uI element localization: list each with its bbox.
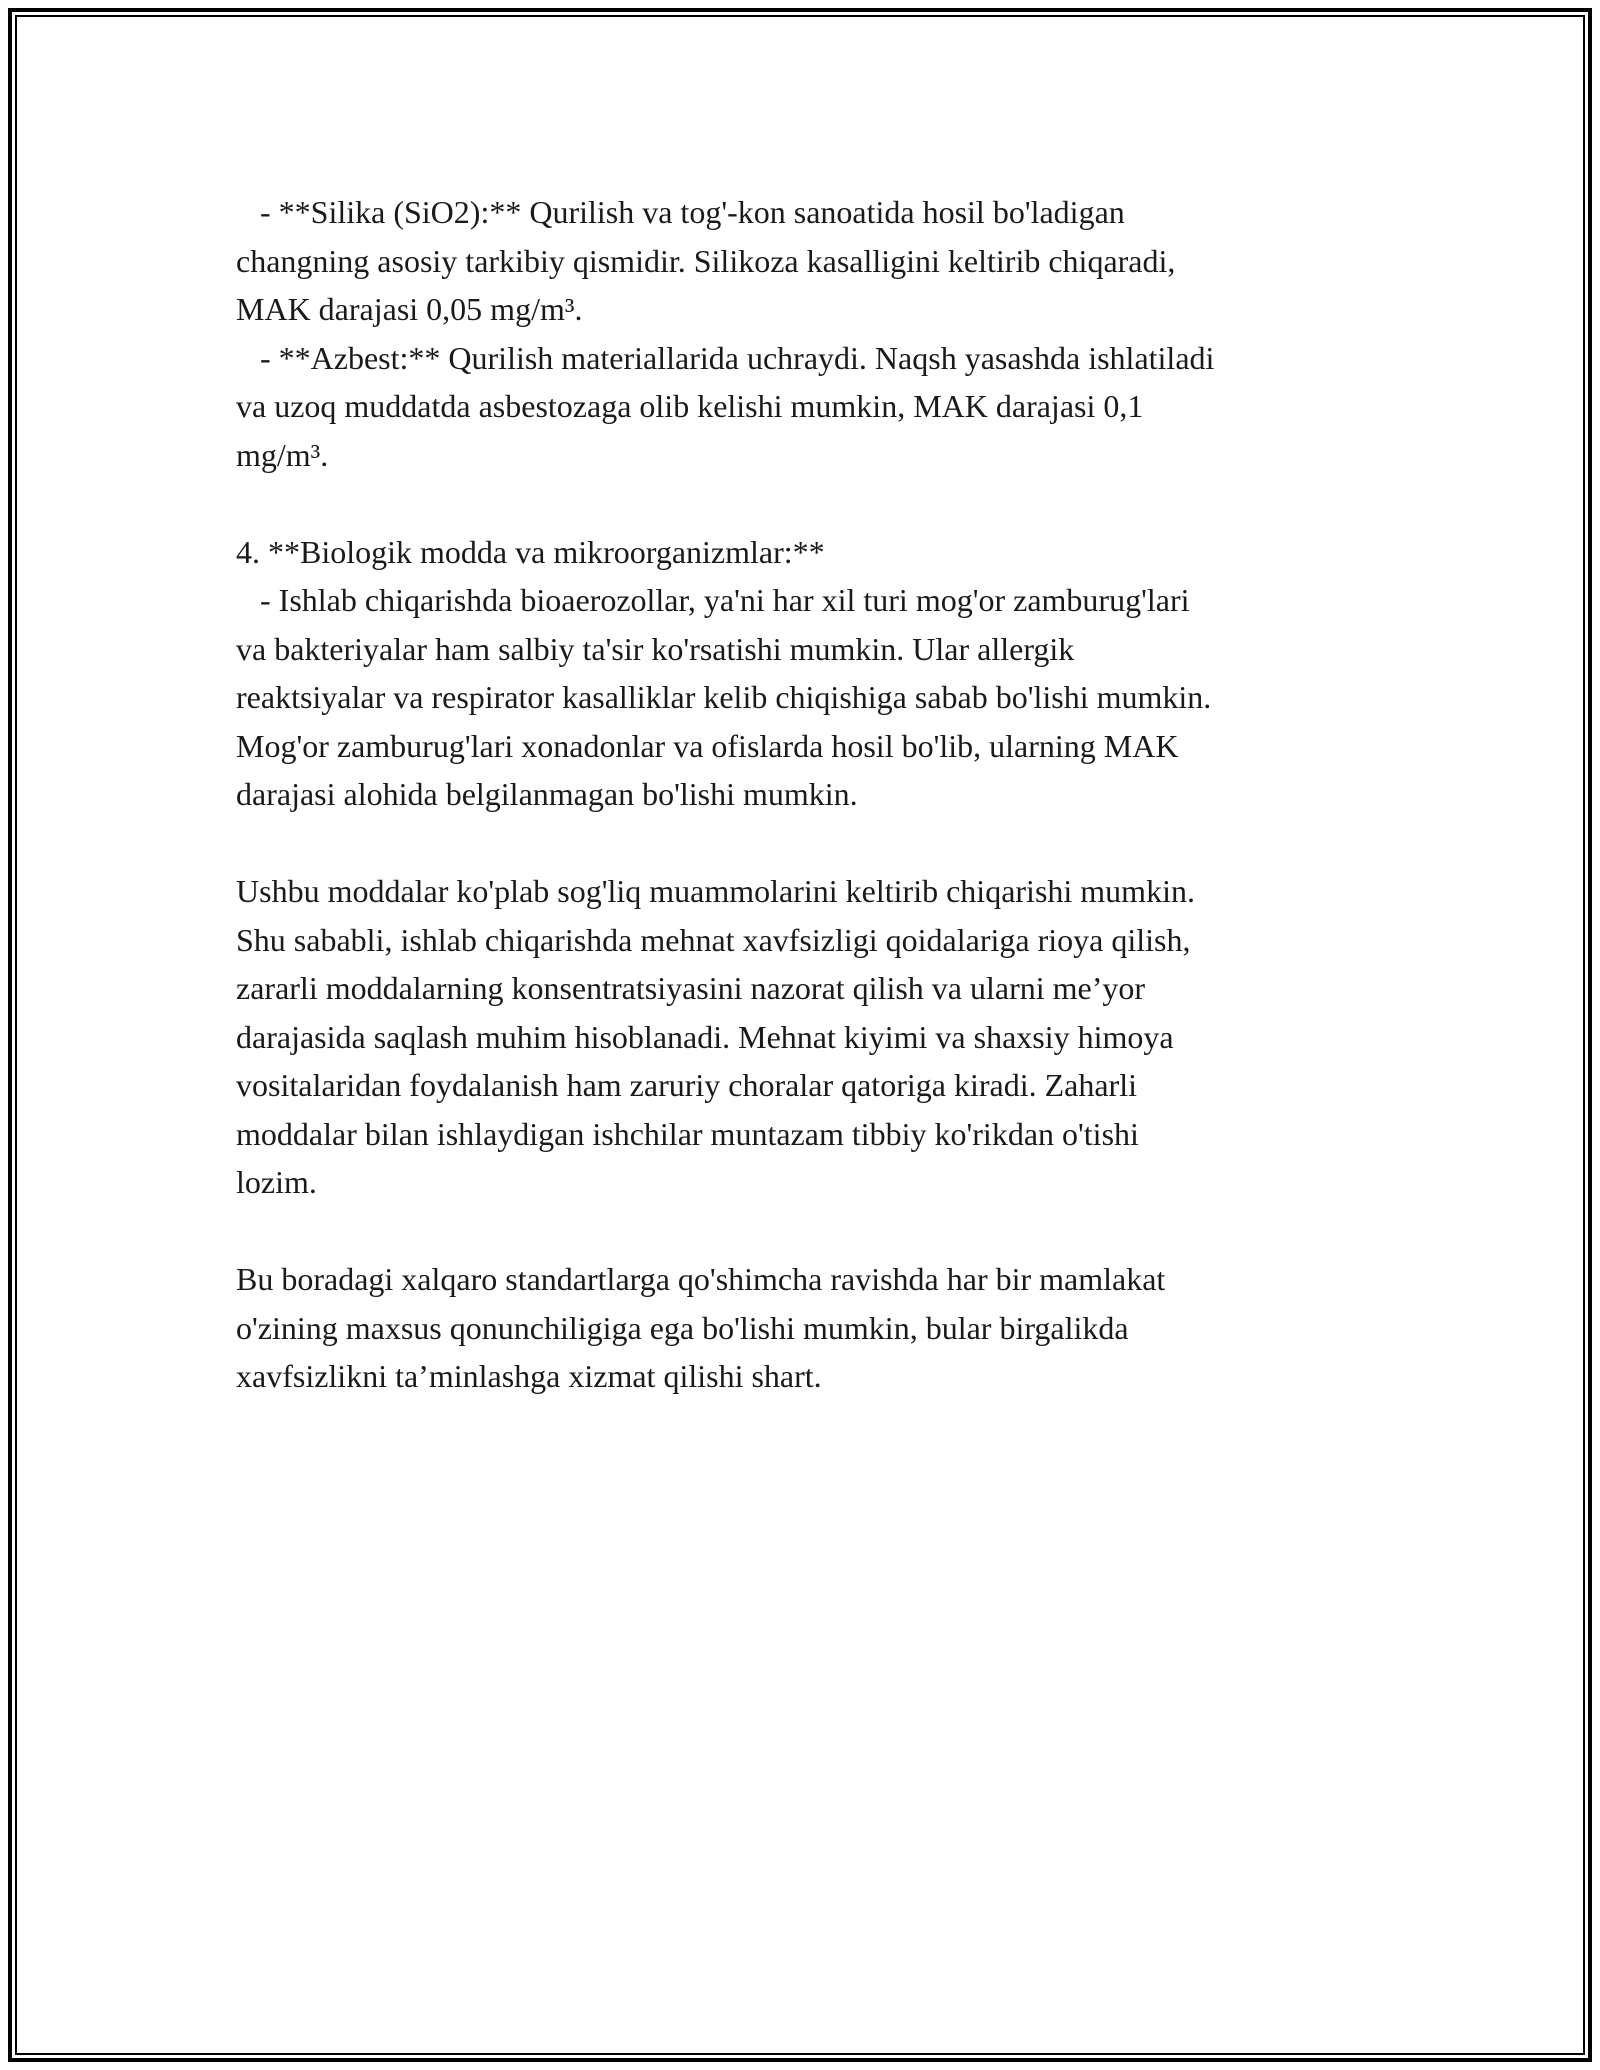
text-line: va uzoq muddatda asbestozaga olib kelishi mumkin, MAK darajasi 0,1 bbox=[236, 388, 1144, 424]
paragraph-international-standards bbox=[236, 1255, 1366, 1401]
paragraph-gap bbox=[236, 1207, 1366, 1256]
paragraph-gap bbox=[236, 479, 1366, 528]
text-line: - **Azbest:** Qurilish materiallarida uchraydi. Naqsh yasashda ishlatiladi bbox=[236, 339, 1215, 376]
text-line: lozim. bbox=[236, 1164, 317, 1200]
text-line: - Ishlab chiqarishda bioaerozollar, ya'ni har xil turi mog'or zamburug'lari bbox=[236, 582, 1190, 618]
text-line: zararli moddalarning konsentratsiyasini nazorat qilish va ularni me’yor bbox=[236, 970, 1146, 1006]
text-line: reaktsiyalar va respirator kasalliklar kelib chiqishiga sabab bo'lishi mumkin. bbox=[236, 679, 1212, 715]
text-line: darajasi alohida belgilanmagan bo'lishi mumkin. bbox=[236, 776, 858, 812]
text-line: o'zining maxsus qonunchiligiga ega bo'lishi mumkin, bular birgalikda bbox=[236, 1309, 1129, 1346]
paragraph-dust-substances bbox=[236, 188, 1366, 479]
text-line: Bu boradagi xalqaro standartlarga qo'shimcha ravishda har bir mamlakat bbox=[236, 1261, 1166, 1297]
document-body bbox=[236, 188, 1366, 1401]
text-line: xavfsizlikni ta’minlashga xizmat qilishi shart. bbox=[236, 1358, 822, 1394]
text-line: vositalaridan foydalanish ham zaruriy choralar qatoriga kiradi. Zaharli bbox=[236, 1067, 1137, 1103]
text-line: Shu sababli, ishlab chiqarishda mehnat xavfsizligi qoidalariga rioya qilish, bbox=[236, 921, 1191, 958]
paragraph-health-problems bbox=[236, 867, 1366, 1207]
text-line: - **Silika (SiO2):** Qurilish va tog'-kon sanoatida hosil bo'ladigan bbox=[236, 194, 1125, 230]
text-line: mg/m³. bbox=[236, 436, 329, 473]
text-line: moddalar bilan ishlaydigan ishchilar muntazam tibbiy ko'rikdan o'tishi bbox=[236, 1115, 1139, 1152]
text-line: 4. **Biologik modda va mikroorganizmlar:** bbox=[236, 533, 825, 570]
text-line: MAK darajasi 0,05 mg/m³. bbox=[236, 291, 583, 327]
paragraph-gap bbox=[236, 819, 1366, 868]
text-line: Mog'or zamburug'lari xonadonlar va ofislarda hosil bo'lib, ularning MAK bbox=[236, 727, 1179, 764]
paragraph-biological-substances bbox=[236, 528, 1366, 819]
text-line: darajasida saqlash muhim hisoblanadi. Mehnat kiyimi va shaxsiy himoya bbox=[236, 1018, 1174, 1055]
text-line: changning asosiy tarkibiy qismidir. Silikoza kasalligini keltirib chiqaradi, bbox=[236, 242, 1176, 279]
text-line: Ushbu moddalar ko'plab sog'liq muammolarini keltirib chiqarishi mumkin. bbox=[236, 873, 1195, 909]
text-line: va bakteriyalar ham salbiy ta'sir ko'rsatishi mumkin. Ular allergik bbox=[236, 630, 1075, 667]
